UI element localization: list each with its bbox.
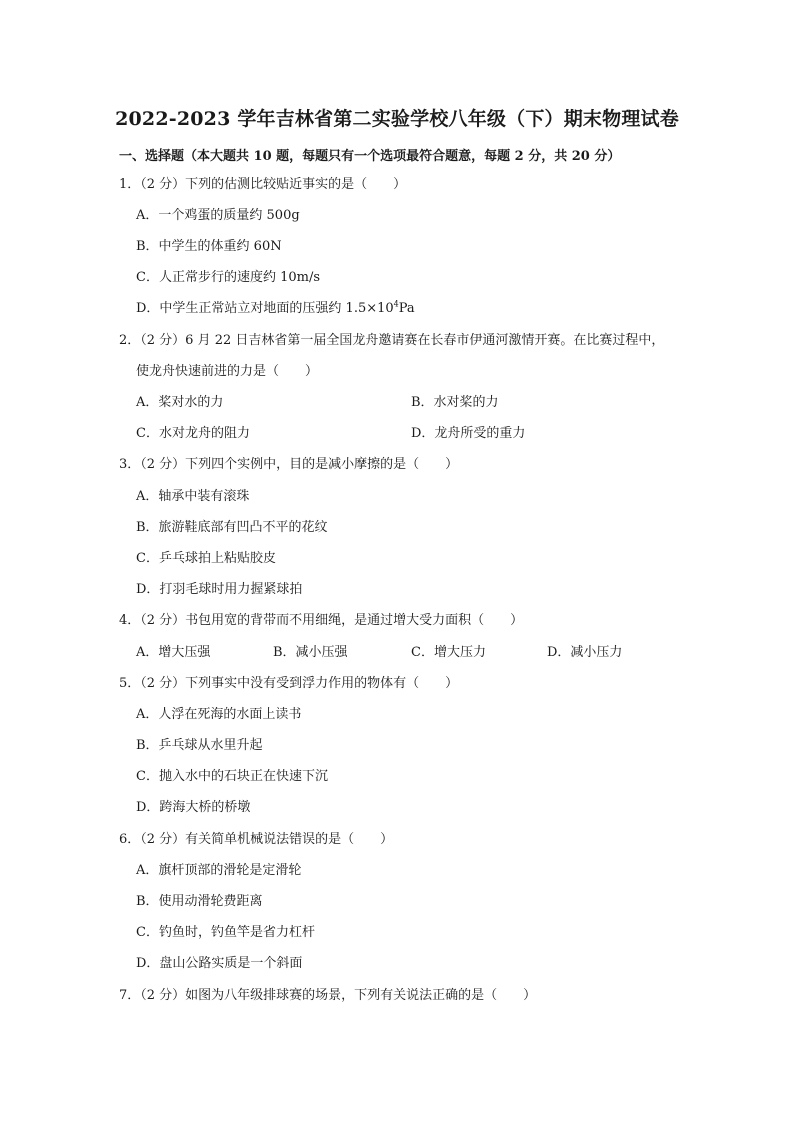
question-4-option-a: A．增大压强 xyxy=(136,645,211,660)
question-4-option-c: C．增大压力 xyxy=(411,645,486,660)
question-1-option-d-unit: Pa xyxy=(398,301,415,316)
question-2-stem-continued: 使龙舟快速前进的力是（ ） xyxy=(136,364,319,379)
question-1-option-b: B．中学生的体重约 60N xyxy=(136,239,282,254)
question-2-option-a: A．桨对水的力 xyxy=(136,395,224,410)
question-3-option-c: C．乒乓球拍上粘贴胶皮 xyxy=(136,551,276,566)
question-4-option-b: B．减小压强 xyxy=(273,645,348,660)
section-heading: 一、选择题（本大题共 10 题，每题只有一个选项最符合题意，每题 2 分，共 20 分） xyxy=(119,149,621,164)
question-5-option-a: A．人浮在死海的水面上读书 xyxy=(136,707,302,722)
question-1-option-d xyxy=(136,301,415,317)
question-2-option-d: D．龙舟所受的重力 xyxy=(411,426,526,441)
question-5-stem: 5．（2 分）下列事实中没有受到浮力作用的物体有（ ） xyxy=(119,676,459,691)
question-5-option-d: D．跨海大桥的桥墩 xyxy=(136,800,251,815)
question-1-option-c: C．人正常步行的速度约 10m/s xyxy=(136,270,320,285)
question-2-option-b: B．水对桨的力 xyxy=(411,395,499,410)
question-6-option-a: A．旗杆顶部的滑轮是定滑轮 xyxy=(136,863,302,878)
question-1-stem: 1．（2 分）下列的估测比较贴近事实的是（ ） xyxy=(119,177,407,192)
question-6-option-c: C．钓鱼时，钓鱼竿是省力杠杆 xyxy=(136,925,315,940)
exam-title: 2022-2023 学年吉林省第二实验学校八年级（下）期末物理试卷 xyxy=(115,108,679,130)
question-4-stem: 4．（2 分）书包用宽的背带而不用细绳，是通过增大受力面积（ ） xyxy=(119,613,524,628)
question-6-option-b: B．使用动滑轮费距离 xyxy=(136,894,263,909)
question-1-option-d-text: D．中学生正常站立对地面的压强约 1.5×10 xyxy=(136,301,394,316)
question-3-option-a: A．轴承中装有滚珠 xyxy=(136,489,250,504)
question-5-option-c: C．抛入水中的石块正在快速下沉 xyxy=(136,769,328,784)
question-3-option-b: B．旅游鞋底部有凹凸不平的花纹 xyxy=(136,520,328,535)
question-3-stem: 3．（2 分）下列四个实例中，目的是减小摩擦的是（ ） xyxy=(119,457,459,472)
question-4-option-d: D．减小压力 xyxy=(547,645,623,660)
question-7-stem: 7．（2 分）如图为八年级排球赛的场景，下列有关说法正确的是（ ） xyxy=(119,988,537,1003)
question-1-option-a: A．一个鸡蛋的质量约 500g xyxy=(136,208,300,223)
question-6-stem: 6．（2 分）有关简单机械说法错误的是（ ） xyxy=(119,832,394,847)
question-6-option-d: D．盘山公路实质是一个斜面 xyxy=(136,956,303,971)
question-2-stem: 2．（2 分）6 月 22 日吉林省第一届全国龙舟邀请赛在长春市伊通河激情开赛。在比赛过程中， xyxy=(119,333,665,348)
question-5-option-b: B．乒乓球从水里升起 xyxy=(136,738,263,753)
question-3-option-d: D．打羽毛球时用力握紧球拍 xyxy=(136,582,303,597)
question-2-option-c: C．水对龙舟的阻力 xyxy=(136,426,250,441)
question-1-option-d-exponent: 4 xyxy=(393,299,399,309)
